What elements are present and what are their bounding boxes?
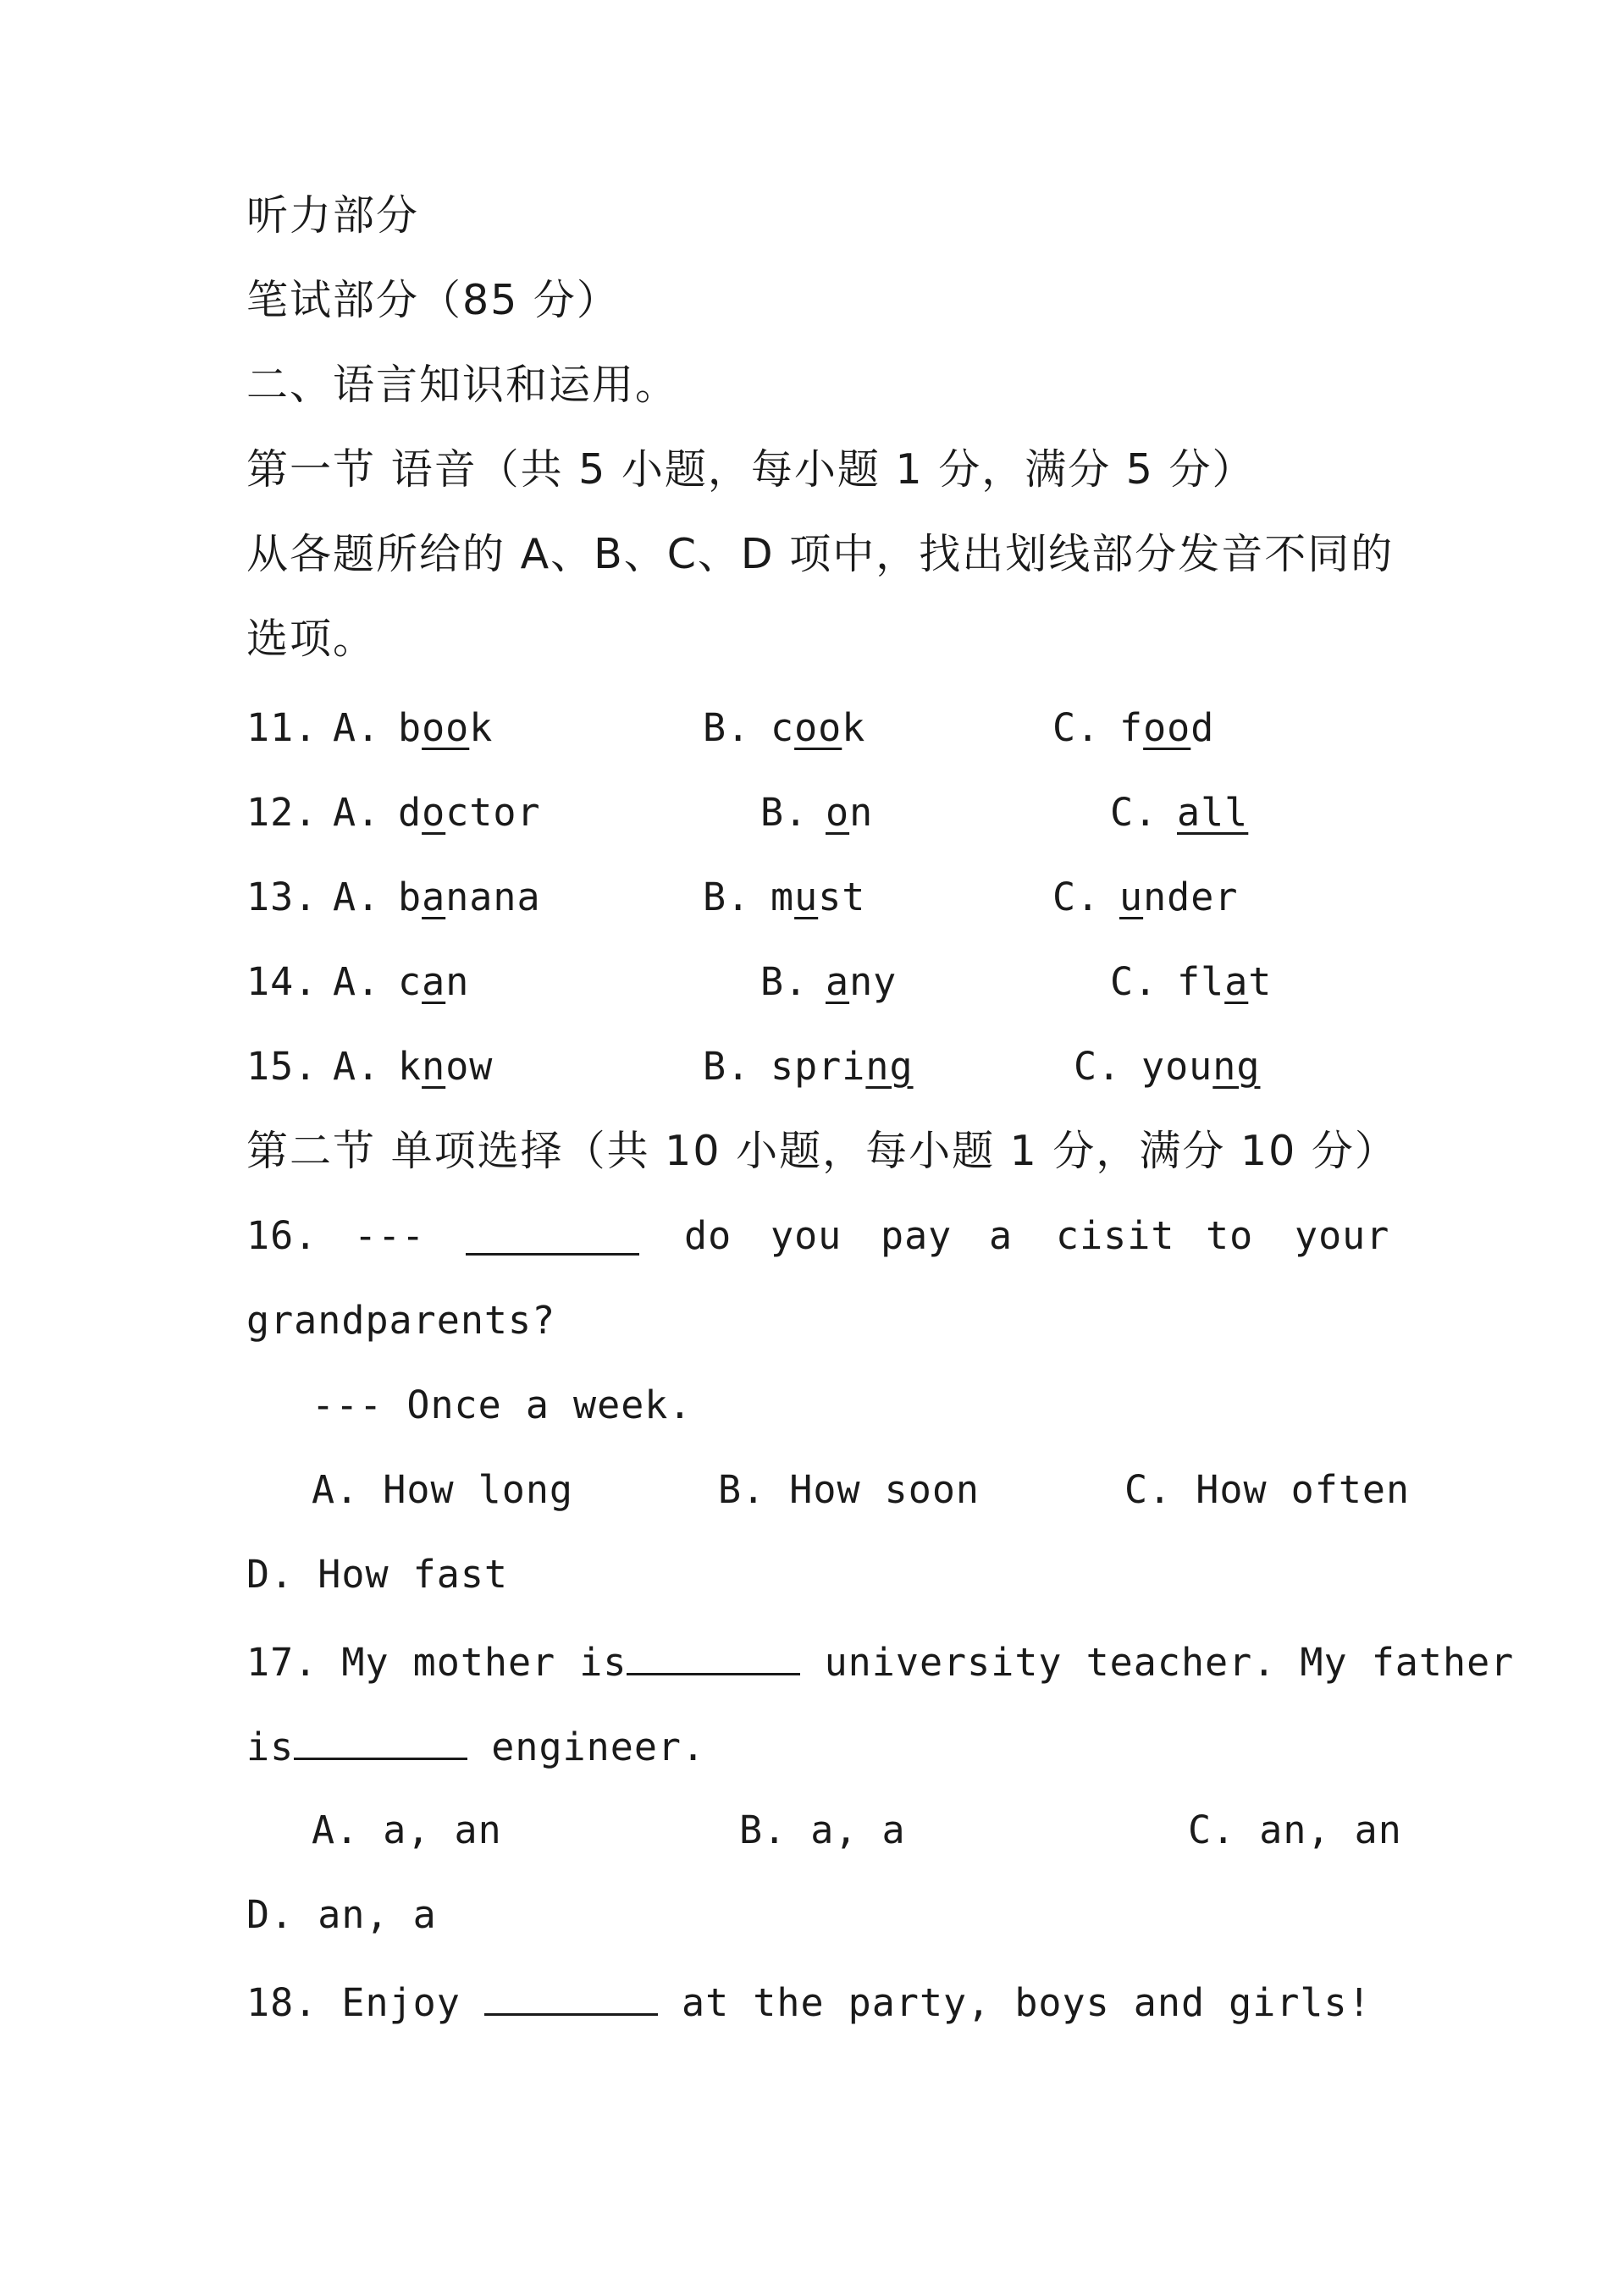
word-part: k bbox=[469, 705, 494, 750]
dash: --- bbox=[354, 1213, 426, 1258]
underlined-part: a bbox=[826, 959, 850, 1004]
option-c-word[interactable] bbox=[1141, 1041, 1260, 1092]
option-a-label[interactable]: A. bbox=[333, 1044, 381, 1089]
option-d[interactable]: D. an, a bbox=[246, 1892, 437, 1937]
option-b[interactable]: B. How soon bbox=[718, 1467, 980, 1512]
question-text: 18. Enjoy bbox=[246, 1980, 484, 2025]
option-c-word[interactable] bbox=[1177, 957, 1272, 1007]
word-part: n bbox=[849, 790, 874, 835]
option-c-word[interactable] bbox=[1119, 872, 1238, 923]
word-part: t bbox=[1248, 959, 1273, 1004]
part1-instruction-line1: 从各题所给的 A、B、C、D 项中，找出划线部分发音不同的 bbox=[246, 530, 1395, 578]
option-a-word[interactable] bbox=[398, 703, 493, 753]
question-word: a bbox=[989, 1213, 1014, 1258]
underlined-part: ng bbox=[865, 1044, 914, 1089]
heading-written: 笔试部分（85 分） bbox=[246, 276, 620, 324]
underlined-part: a bbox=[422, 959, 446, 1004]
word-part: nana bbox=[445, 875, 541, 919]
question-16-continuation: grandparents? bbox=[246, 1298, 556, 1343]
word-part: b bbox=[398, 705, 423, 750]
word-part: c bbox=[771, 705, 795, 750]
question-word: pay bbox=[881, 1213, 953, 1258]
word-part: b bbox=[398, 875, 423, 919]
option-a[interactable]: A. a, an bbox=[312, 1808, 502, 1852]
question-number: 13. bbox=[246, 875, 318, 919]
option-a-label[interactable]: A. bbox=[333, 875, 381, 919]
underlined-part: all bbox=[1177, 790, 1249, 835]
word-part: n bbox=[445, 959, 470, 1004]
heading-part1: 第一节 语音（共 5 小题，每小题 1 分，满分 5 分） bbox=[246, 445, 1256, 494]
underlined-part: u bbox=[1119, 875, 1144, 919]
question-number: 15. bbox=[246, 1044, 318, 1089]
underlined-part: oo bbox=[422, 705, 470, 750]
option-a-word[interactable] bbox=[398, 1041, 493, 1092]
underlined-part: a bbox=[422, 875, 446, 919]
question-17-line1 bbox=[246, 1636, 1514, 1688]
question-text: at the party, boys and girls! bbox=[657, 1980, 1372, 2025]
option-c-label[interactable]: C. bbox=[1052, 705, 1101, 750]
question-word: cisit bbox=[1056, 1213, 1175, 1258]
question-text: 17. My mother is bbox=[246, 1640, 627, 1685]
option-b-word[interactable] bbox=[771, 703, 865, 753]
heading-part2: 第二节 单项选择（共 10 小题，每小题 1 分，满分 10 分） bbox=[246, 1127, 1398, 1175]
option-a-label[interactable]: A. bbox=[333, 790, 381, 835]
question-text: university teacher. My father bbox=[800, 1640, 1515, 1685]
option-b-label[interactable]: B. bbox=[703, 875, 751, 919]
option-a[interactable]: A. How long bbox=[312, 1467, 574, 1512]
word-part: c bbox=[398, 959, 423, 1004]
word-part: you bbox=[1141, 1044, 1213, 1089]
question-number: 12. bbox=[246, 790, 318, 835]
word-part: fl bbox=[1177, 959, 1225, 1004]
question-word: you bbox=[771, 1213, 842, 1258]
answer-blank[interactable] bbox=[466, 1216, 639, 1256]
question-18 bbox=[246, 1976, 1372, 2028]
word-part: ow bbox=[445, 1044, 494, 1089]
word-part: k bbox=[842, 705, 866, 750]
option-b-word[interactable] bbox=[826, 787, 873, 838]
option-b-word[interactable] bbox=[771, 872, 865, 923]
option-a-word[interactable] bbox=[398, 872, 541, 923]
word-part: d bbox=[1190, 705, 1215, 750]
option-b-label[interactable]: B. bbox=[703, 1044, 751, 1089]
question-text: engineer. bbox=[467, 1725, 706, 1769]
question-number: 11. bbox=[246, 705, 318, 750]
option-c-word[interactable] bbox=[1119, 703, 1214, 753]
word-part: nder bbox=[1143, 875, 1239, 919]
option-a-word[interactable] bbox=[398, 787, 541, 838]
question-word: do bbox=[684, 1213, 732, 1258]
question-number: 16. bbox=[246, 1213, 318, 1258]
option-a-word[interactable] bbox=[398, 957, 469, 1007]
question-16-answer: --- Once a week. bbox=[312, 1383, 693, 1427]
option-c-label[interactable]: C. bbox=[1110, 790, 1158, 835]
option-a-label[interactable]: A. bbox=[333, 705, 381, 750]
question-17-line2 bbox=[246, 1720, 705, 1773]
word-part: m bbox=[771, 875, 795, 919]
underlined-part: a bbox=[1224, 959, 1249, 1004]
underlined-part: oo bbox=[794, 705, 842, 750]
option-b-label[interactable]: B. bbox=[703, 705, 751, 750]
heading-section2: 二、语言知识和运用。 bbox=[246, 361, 679, 409]
underlined-part: u bbox=[794, 875, 819, 919]
option-d[interactable]: D. How fast bbox=[246, 1552, 509, 1597]
underlined-part: oo bbox=[1143, 705, 1191, 750]
answer-blank[interactable] bbox=[627, 1636, 800, 1675]
underlined-part: o bbox=[422, 790, 446, 835]
option-a-label[interactable]: A. bbox=[333, 959, 381, 1004]
word-part: f bbox=[1119, 705, 1144, 750]
question-word: to bbox=[1206, 1213, 1254, 1258]
option-c-label[interactable]: C. bbox=[1110, 959, 1158, 1004]
underlined-part: n bbox=[422, 1044, 446, 1089]
word-part: ctor bbox=[445, 790, 541, 835]
question-text: is bbox=[246, 1725, 295, 1769]
option-c-word[interactable] bbox=[1177, 787, 1248, 838]
word-part: k bbox=[398, 1044, 423, 1089]
word-part: ny bbox=[849, 959, 898, 1004]
option-b-word[interactable] bbox=[826, 957, 897, 1007]
underlined-part: o bbox=[826, 790, 850, 835]
option-b-label[interactable]: B. bbox=[760, 790, 809, 835]
heading-listening: 听力部分 bbox=[246, 191, 420, 240]
option-c-label[interactable]: C. bbox=[1074, 1044, 1122, 1089]
answer-blank[interactable] bbox=[294, 1720, 467, 1760]
option-c[interactable]: C. an, an bbox=[1188, 1808, 1402, 1852]
underlined-part: ng bbox=[1212, 1044, 1261, 1089]
option-c[interactable]: C. How often bbox=[1124, 1467, 1411, 1512]
answer-blank[interactable] bbox=[484, 1976, 658, 2016]
question-number: 14. bbox=[246, 959, 318, 1004]
option-b-word[interactable] bbox=[771, 1041, 914, 1092]
part1-instruction-line2: 选项。 bbox=[246, 615, 377, 663]
word-part: spri bbox=[771, 1044, 866, 1089]
option-b[interactable]: B. a, a bbox=[739, 1808, 906, 1852]
word-part: st bbox=[818, 875, 866, 919]
question-word: your bbox=[1295, 1213, 1390, 1258]
word-part: d bbox=[398, 790, 423, 835]
option-b-label[interactable]: B. bbox=[760, 959, 809, 1004]
option-c-label[interactable]: C. bbox=[1052, 875, 1101, 919]
